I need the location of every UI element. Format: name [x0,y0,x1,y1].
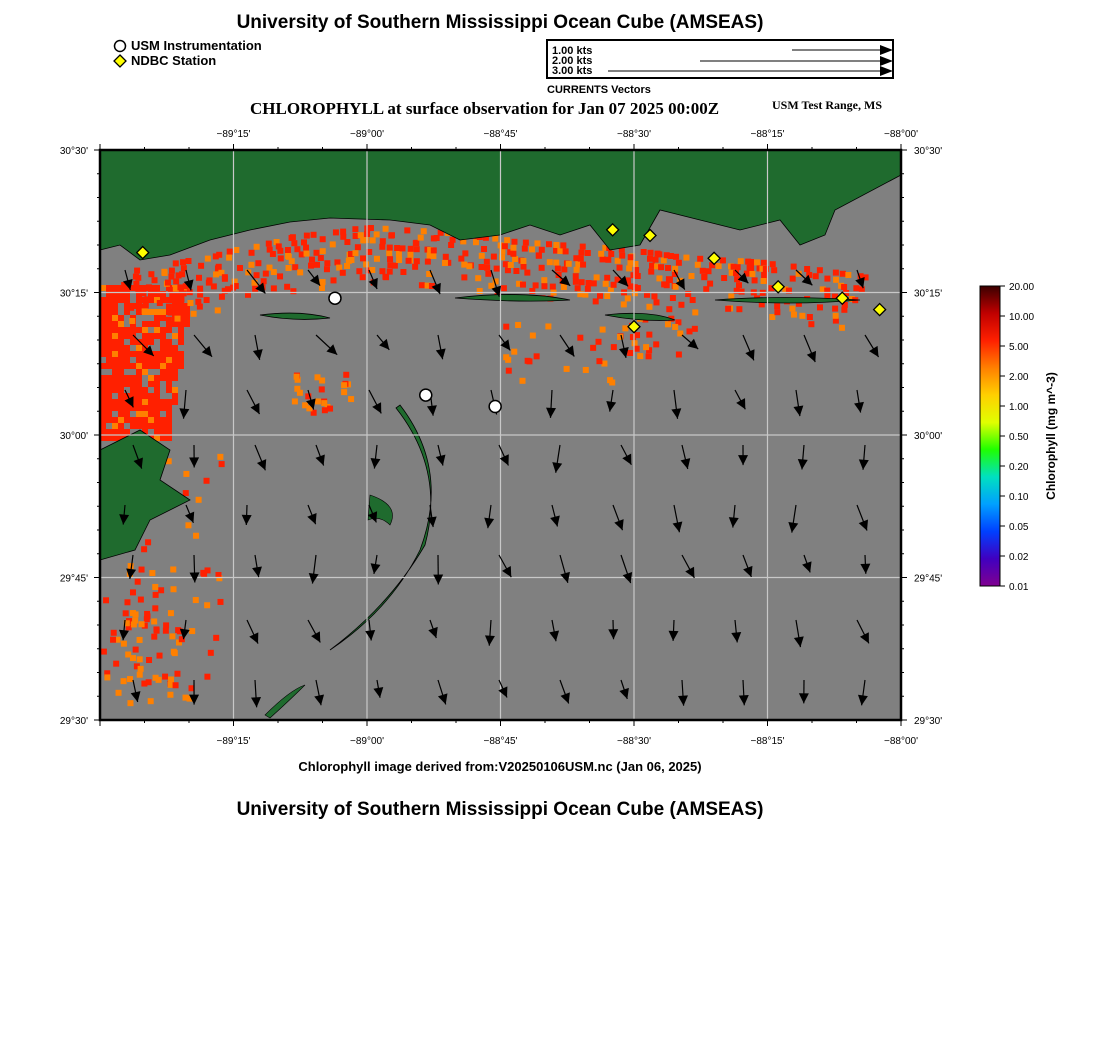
lon-tick-label-bottom: −89°00' [350,736,384,747]
chlorophyll-map[interactable] [0,120,960,750]
lon-tick-label-bottom: −89°15' [216,736,251,747]
colorbar-tick-label: 10.00 [1009,312,1035,323]
colorbar-tick-label: 2.00 [1009,372,1029,383]
usm-circle-icon [113,39,127,53]
lon-tick-label-top: −88°00' [884,129,918,140]
lon-tick-label-top: −88°45' [483,129,518,140]
vector-scale-1: 1.00 kts [552,45,593,57]
lat-tick-label-left: 29°45' [59,573,88,585]
vector-scale-title: CURRENTS Vectors [547,84,651,96]
colorbar-tick-label: 0.02 [1009,552,1029,563]
lat-tick-label-left: 30°00' [59,431,88,442]
usm-station-marker [420,389,432,401]
vector-scale-arrows [548,41,892,77]
colorbar-tick-label: 1.00 [1009,402,1029,413]
vector-scale-box [546,39,894,79]
lon-tick-label-bottom: −88°45' [483,736,518,747]
colorbar-tick-label: 5.00 [1009,342,1029,353]
lat-tick-label-left: 30°15' [59,288,88,300]
colorbar-label: Chlorophyll (mg m^-3) [1044,372,1058,500]
bottom-title: University of Southern Mississippi Ocean Cube (AMSEAS) [236,799,764,820]
symbol-legend [113,38,262,68]
lat-tick-label-right: 30°30' [914,146,943,157]
lat-tick-label-left: 30°30' [59,146,88,157]
lon-tick-label-top: −88°15' [750,129,785,140]
lat-tick-label-right: 29°30' [914,716,943,727]
lon-tick-label-top: −89°15' [216,129,251,140]
legend-ndbc-label: NDBC Station [131,53,217,68]
colorbar-tick-label: 0.01 [1009,582,1029,593]
chlorophyll-colorbar [970,278,1095,598]
lon-tick-label-top: −89°00' [350,129,384,140]
legend-ndbc [113,53,262,68]
map-subtitle: CHLOROPHYLL at surface observation for Jan 07 2025 00:00Z [250,99,720,118]
usm-station-marker [329,292,341,304]
legend-usm-label: USM Instrumentation [131,38,262,53]
lon-tick-label-bottom: −88°15' [750,736,785,747]
vector-scale-2: 2.00 kts [552,55,593,67]
lon-tick-label-bottom: −88°30' [617,736,651,747]
legend-usm [113,38,262,53]
ndbc-diamond-icon [113,54,127,68]
lon-tick-label-bottom: −88°00' [884,736,918,747]
range-label: USM Test Range, MS [772,98,883,112]
usm-station-marker [489,401,501,413]
lat-tick-label-right: 30°00' [914,431,943,442]
colorbar-tick-label: 0.10 [1009,492,1029,503]
page-title: University of Southern Mississippi Ocean Cube (AMSEAS) [236,12,764,33]
lat-tick-label-left: 29°30' [59,716,88,727]
lon-tick-label-top: −88°30' [617,129,651,140]
lat-tick-label-right: 29°45' [914,573,943,585]
colorbar-tick-label: 0.20 [1009,462,1029,473]
colorbar-tick-label: 0.05 [1009,522,1029,533]
vector-scale-3: 3.00 kts [552,65,593,77]
lat-tick-label-right: 30°15' [914,288,943,300]
colorbar-gradient [980,286,1000,586]
colorbar-tick-label: 0.50 [1009,432,1029,443]
colorbar-tick-label: 20.00 [1009,282,1035,293]
source-caption: Chlorophyll image derived from:V20250106USM.nc (Jan 06, 2025) [298,759,702,774]
